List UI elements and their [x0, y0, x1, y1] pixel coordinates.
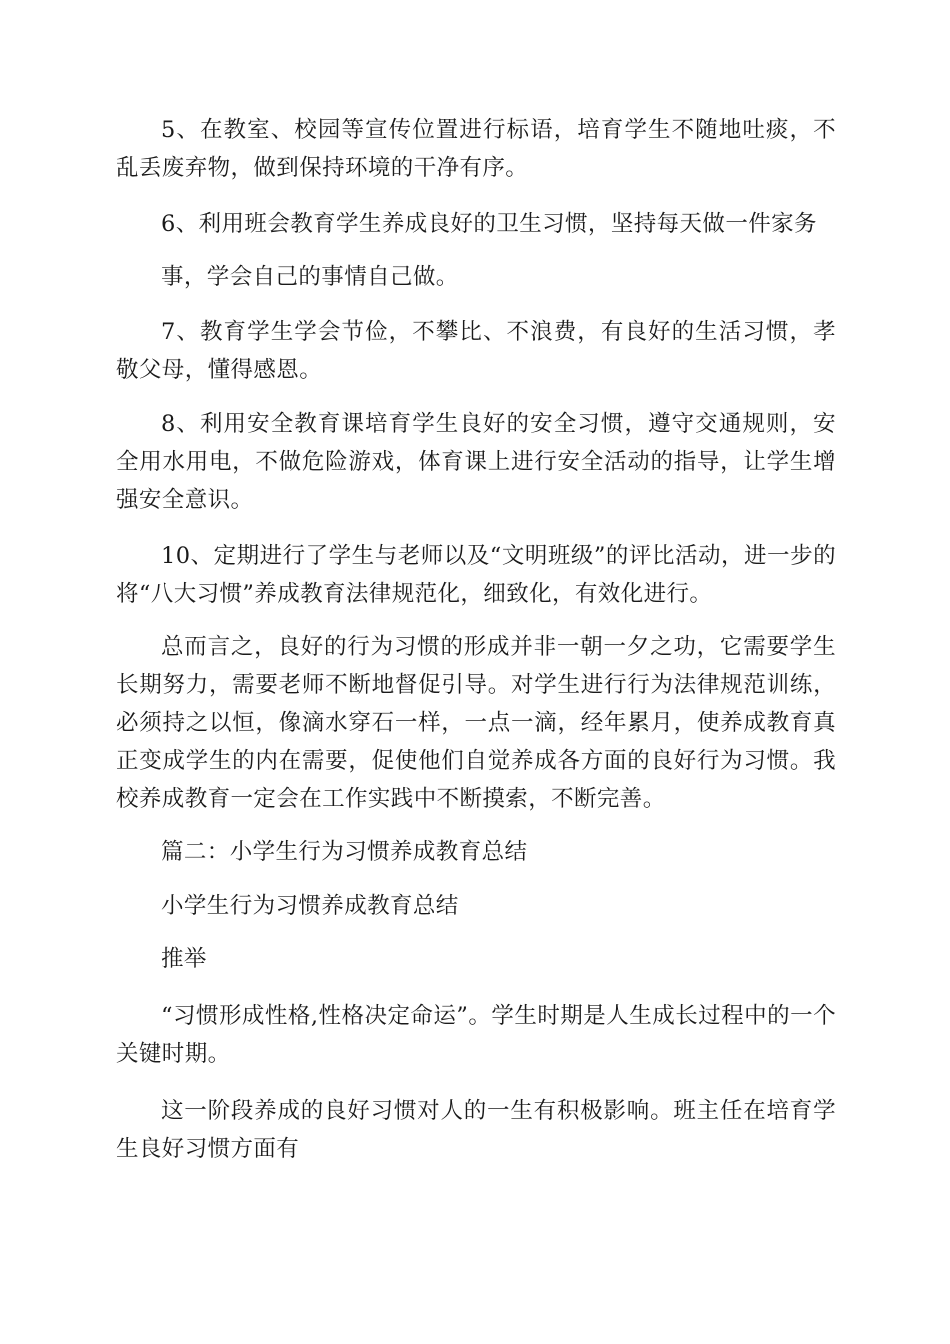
section-subtitle: 推举	[161, 946, 207, 972]
paragraph-item-5: 5、在教室、校园等宣传位置进行标语，培育学生不随地吐痰，不乱丢废弃物，做到保持环境的干净有序。	[116, 117, 836, 181]
paragraph-item-7: 7、教育学生学会节俭，不攀比、不浪费，有良好的生活习惯，孝敬父母，懂得感恩。	[116, 319, 836, 383]
paragraph-item-8: 8、利用安全教育课培育学生良好的安全习惯，遵守交通规则，安全用水用电，不做危险游戏，体育课上进行安全活动的指导，让学生增强安全意识。	[116, 411, 836, 513]
paragraph-stage: 这一阶段养成的良好习惯对人的一生有积极影响。班主任在培育学生良好习惯方面有	[116, 1098, 836, 1162]
paragraph-item-10: 10、定期进行了学生与老师以及“文明班级”的评比活动，进一步的将“八大习惯”养成教育法律规范化，细致化，有效化进行。	[116, 543, 836, 607]
paragraph-item-6: 6、利用班会教育学生养成良好的卫生习惯，坚持每天做一件家务	[161, 211, 817, 237]
paragraph-conclusion: 总而言之，良好的行为习惯的形成并非一朝一夕之功，它需要学生长期努力，需要老师不断地督促引导。对学生进行行为法律规范训练，必须持之以恒，像滴水穿石一样，一点一滴，经年累月，使养成教育真正变成学生的内在需要，促使他们自觉养成各方面的良好行为习惯。我校养成教育一定会在工作实践中不断摸索，不断完善。	[116, 634, 836, 812]
paragraph-item-6-continued: 事，学会自己的事情自己做。	[161, 264, 459, 290]
paragraph-quote: “习惯形成性格,性格决定命运”。学生时期是人生成长过程中的一个关键时期。	[116, 1003, 836, 1067]
section-title: 小学生行为习惯养成教育总结	[161, 893, 459, 919]
section-heading: 篇二：小学生行为习惯养成教育总结	[161, 839, 528, 865]
